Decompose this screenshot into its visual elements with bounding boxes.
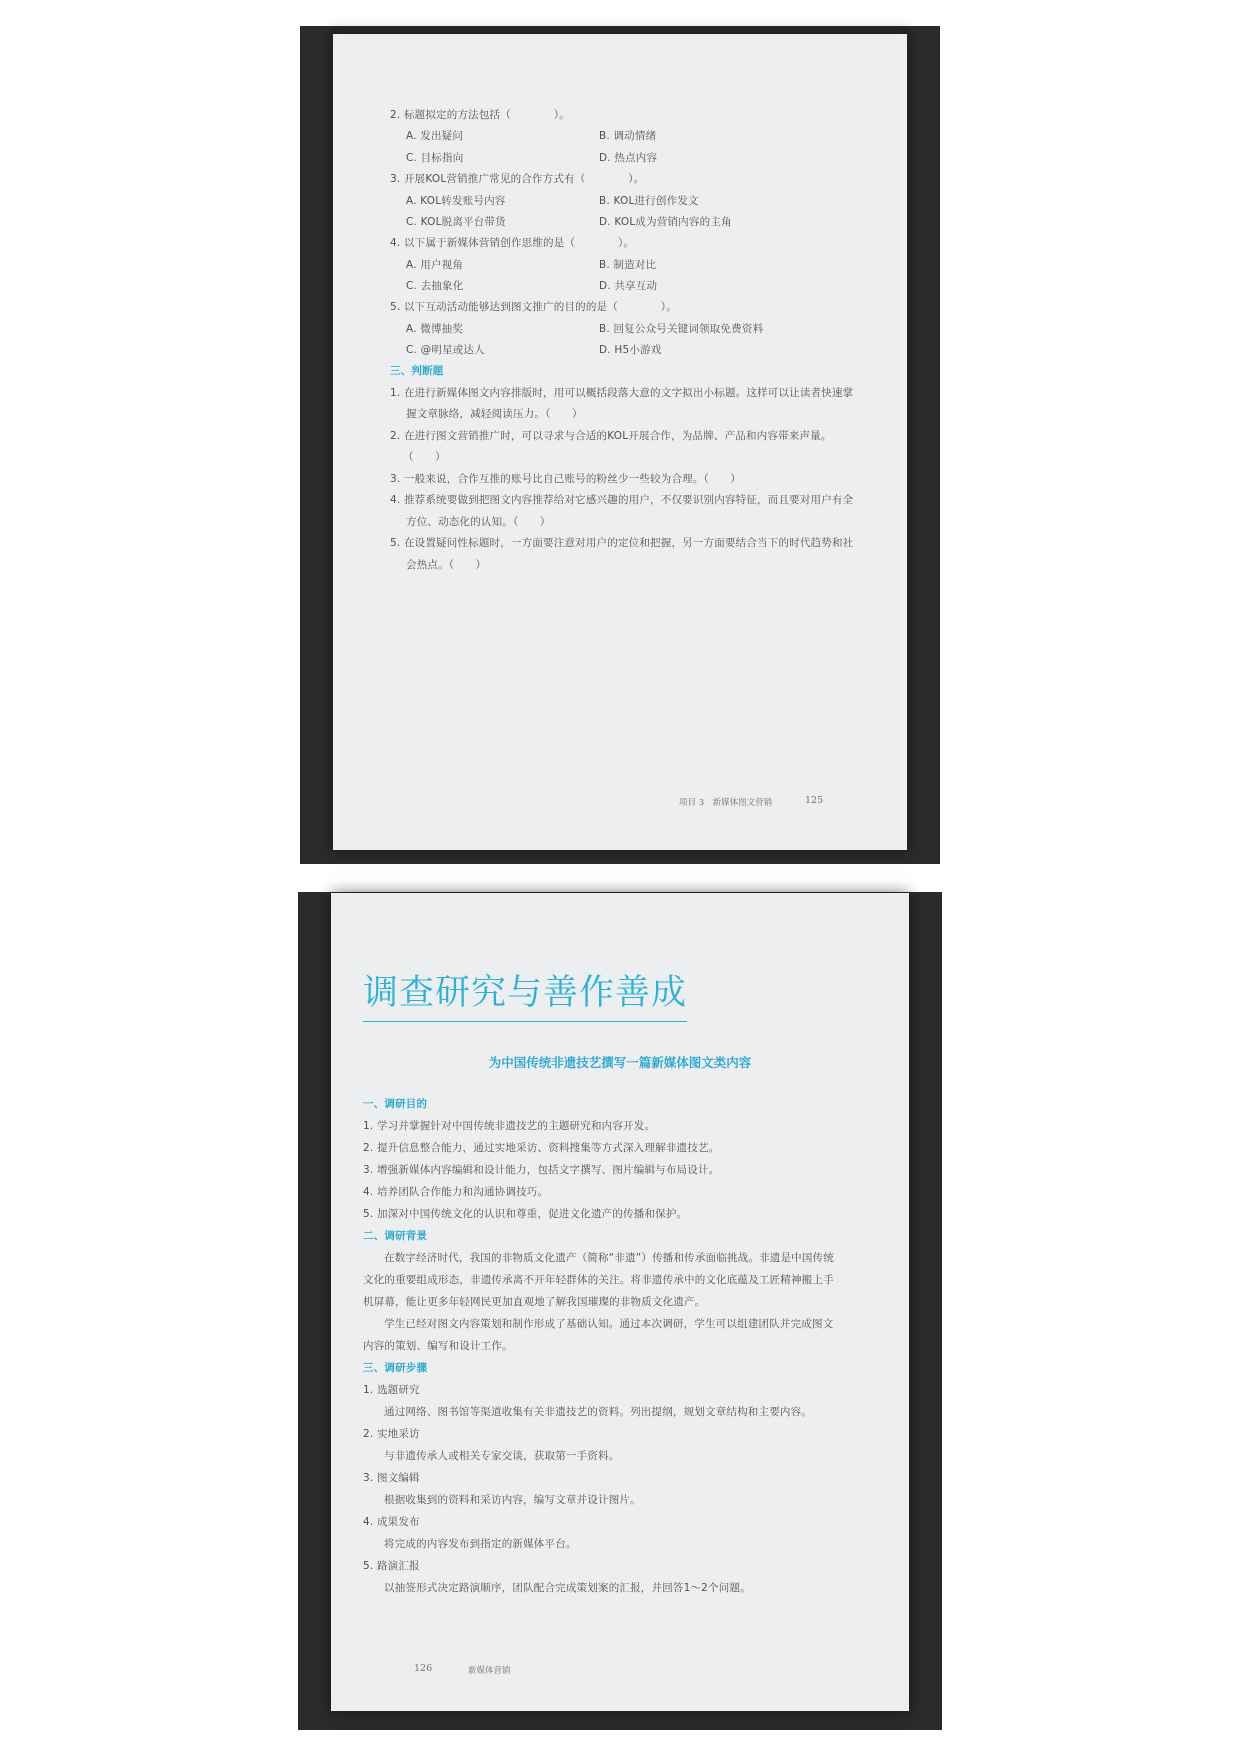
section-heading-purpose: 一、调研目的 [363, 1098, 428, 1110]
option-2c: C. 目标指向 [406, 152, 464, 164]
page-number: 126 [414, 1663, 433, 1674]
running-footer: 新媒体营销 [468, 1666, 511, 1676]
option-5c: C. @明星或达人 [406, 344, 485, 356]
option-2d: D. 热点内容 [599, 152, 658, 164]
background-line: 在数字经济时代，我国的非物质文化遗产（简称“非遗”）传播和传承面临挑战。非遗是中国传统 [384, 1252, 834, 1264]
option-3c: C. KOL脱离平台带货 [406, 216, 506, 228]
option-4d: D. 共享互动 [599, 280, 658, 292]
option-2b: B. 调动情绪 [599, 130, 657, 142]
page-number: 125 [805, 795, 824, 806]
tf-line: 握文章脉络，减轻阅读压力。（ ） [406, 408, 583, 420]
running-footer: 项目 3 新媒体图文营销 [679, 798, 773, 808]
tf-line: 4. 推荐系统要做到把图文内容推荐给对它感兴趣的用户，不仅要识别内容特征，而且要对用户有全 [390, 494, 854, 506]
step-title: 3. 图文编辑 [363, 1472, 420, 1484]
option-3d: D. KOL成为营销内容的主角 [599, 216, 732, 228]
step-title: 4. 成果发布 [363, 1516, 420, 1528]
question-4: 4. 以下属于新媒体营销创作思维的是（ ）。 [390, 237, 635, 249]
section-heading-steps: 三、调研步骤 [363, 1362, 428, 1374]
section-heading-true-false: 三、判断题 [390, 365, 444, 377]
background-line: 学生已经对图文内容策划和制作形成了基础认知。通过本次调研，学生可以组建团队并完成图文 [384, 1318, 834, 1330]
option-4a: A. 用户视角 [406, 259, 464, 271]
purpose-item: 4. 培养团队合作能力和沟通协调技巧。 [363, 1186, 549, 1198]
tf-line: 方位、动态化的认知。（ ） [406, 516, 551, 528]
step-description: 通过网络、图书馆等渠道收集有关非遗技艺的资料。列出提纲，规划文章结构和主要内容。 [384, 1406, 812, 1418]
section-heading-background: 二、调研背景 [363, 1230, 428, 1242]
purpose-item: 2. 提升信息整合能力，通过实地采访、资料搜集等方式深入理解非遗技艺。 [363, 1142, 720, 1154]
tf-line: 5. 在设置疑问性标题时，一方面要注意对用户的定位和把握，另一方面要结合当下的时代趋势和社 [390, 537, 854, 549]
page-subtitle: 为中国传统非遗技艺撰写一篇新媒体图文类内容 [488, 1055, 752, 1070]
book-page-125 [333, 34, 907, 850]
purpose-item: 1. 学习并掌握针对中国传统非遗技艺的主题研究和内容开发。 [363, 1120, 656, 1132]
tf-line: 会热点。（ ） [406, 559, 487, 571]
background-line: 机屏幕，能让更多年轻网民更加直观地了解我国璀璨的非物质文化遗产。 [363, 1296, 706, 1308]
step-description: 将完成的内容发布到指定的新媒体平台。 [384, 1538, 577, 1550]
question-2: 2. 标题拟定的方法包括（ ）。 [390, 109, 570, 121]
tf-line: 1. 在进行新媒体图文内容排版时，用可以概括段落大意的文字拟出小标题。这样可以让读者快速掌 [390, 387, 854, 399]
step-description: 以抽签形式决定路演顺序，团队配合完成策划案的汇报，并回答1～2个问题。 [384, 1582, 751, 1594]
background-line: 内容的策划、编写和设计工作。 [363, 1340, 513, 1352]
step-title: 2. 实地采访 [363, 1428, 420, 1440]
step-title: 5. 路演汇报 [363, 1560, 420, 1572]
step-title: 1. 选题研究 [363, 1384, 420, 1396]
purpose-item: 5. 加深对中国传统文化的认识和尊重，促进文化遗产的传播和保护。 [363, 1208, 688, 1220]
tf-line: （ ） [403, 451, 446, 463]
option-3b: B. KOL进行创作发文 [599, 195, 699, 207]
step-description: 与非遗传承人或相关专家交谈，获取第一手资料。 [384, 1450, 620, 1462]
option-4c: C. 去抽象化 [406, 280, 464, 292]
purpose-item: 3. 增强新媒体内容编辑和设计能力，包括文字撰写、图片编辑与布局设计。 [363, 1164, 720, 1176]
option-3a: A. KOL转发账号内容 [406, 195, 506, 207]
step-description: 根据收集到的资料和采访内容，编写文章并设计图片。 [384, 1494, 641, 1506]
tf-line: 2. 在进行图文营销推广时，可以寻求与合适的KOL开展合作，为品牌、产品和内容带来声量。 [390, 430, 832, 442]
background-line: 文化的重要组成形态，非遗传承离不开年轻群体的关注。将非遗传承中的文化底蕴及工匠精神搬上手 [363, 1274, 834, 1286]
option-5b: B. 回复公众号关键词领取免费资料 [599, 323, 764, 335]
option-5d: D. H5小游戏 [599, 344, 662, 356]
question-5: 5. 以下互动活动能够达到图文推广的目的的是（ ）。 [390, 301, 677, 313]
question-3: 3. 开展KOL营销推广常见的合作方式有（ ）。 [390, 173, 645, 185]
chapter-title: 调查研究与善作善成 [363, 965, 687, 1022]
option-5a: A. 微博抽奖 [406, 323, 464, 335]
option-2a: A. 发出疑问 [406, 130, 464, 142]
book-page-126 [331, 893, 909, 1711]
option-4b: B. 制造对比 [599, 259, 657, 271]
tf-line: 3. 一般来说，合作互推的账号比自己账号的粉丝少一些较为合理。（ ） [390, 473, 742, 485]
